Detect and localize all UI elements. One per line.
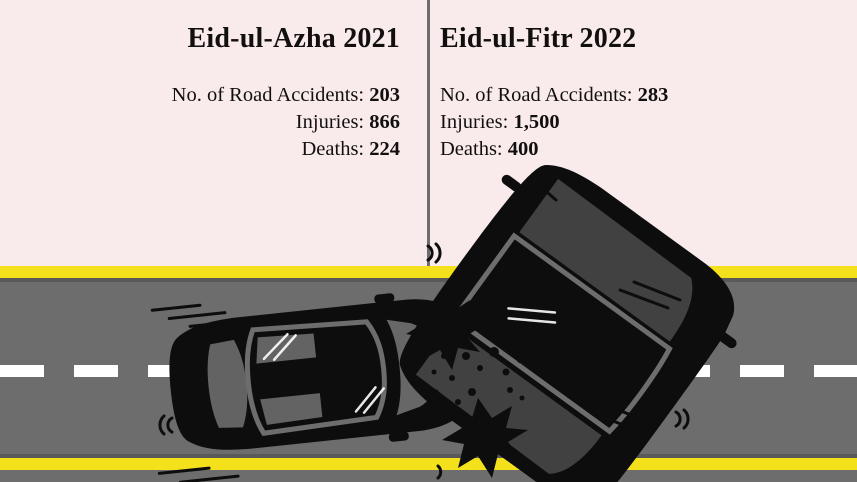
stat-label: Injuries: (440, 110, 509, 133)
stat-label: Deaths: (440, 138, 503, 161)
column-title: Eid-ul-Azha 2021 (187, 23, 400, 54)
stat-value: 283 (637, 83, 669, 106)
column-title: Eid-ul-Fitr 2022 (440, 23, 637, 54)
stat-label: No. of Road Accidents: (171, 83, 365, 106)
stat-label: Deaths: (301, 138, 365, 161)
stat-value: 1,500 (513, 110, 560, 133)
stat-value: 866 (369, 110, 400, 133)
stat-value: 224 (369, 138, 400, 161)
stat-value: 400 (507, 138, 539, 161)
stat-label: Injuries: (295, 110, 365, 133)
stat-label: No. of Road Accidents: (440, 83, 633, 106)
stat-value: 203 (369, 83, 400, 106)
car-right (369, 137, 764, 482)
